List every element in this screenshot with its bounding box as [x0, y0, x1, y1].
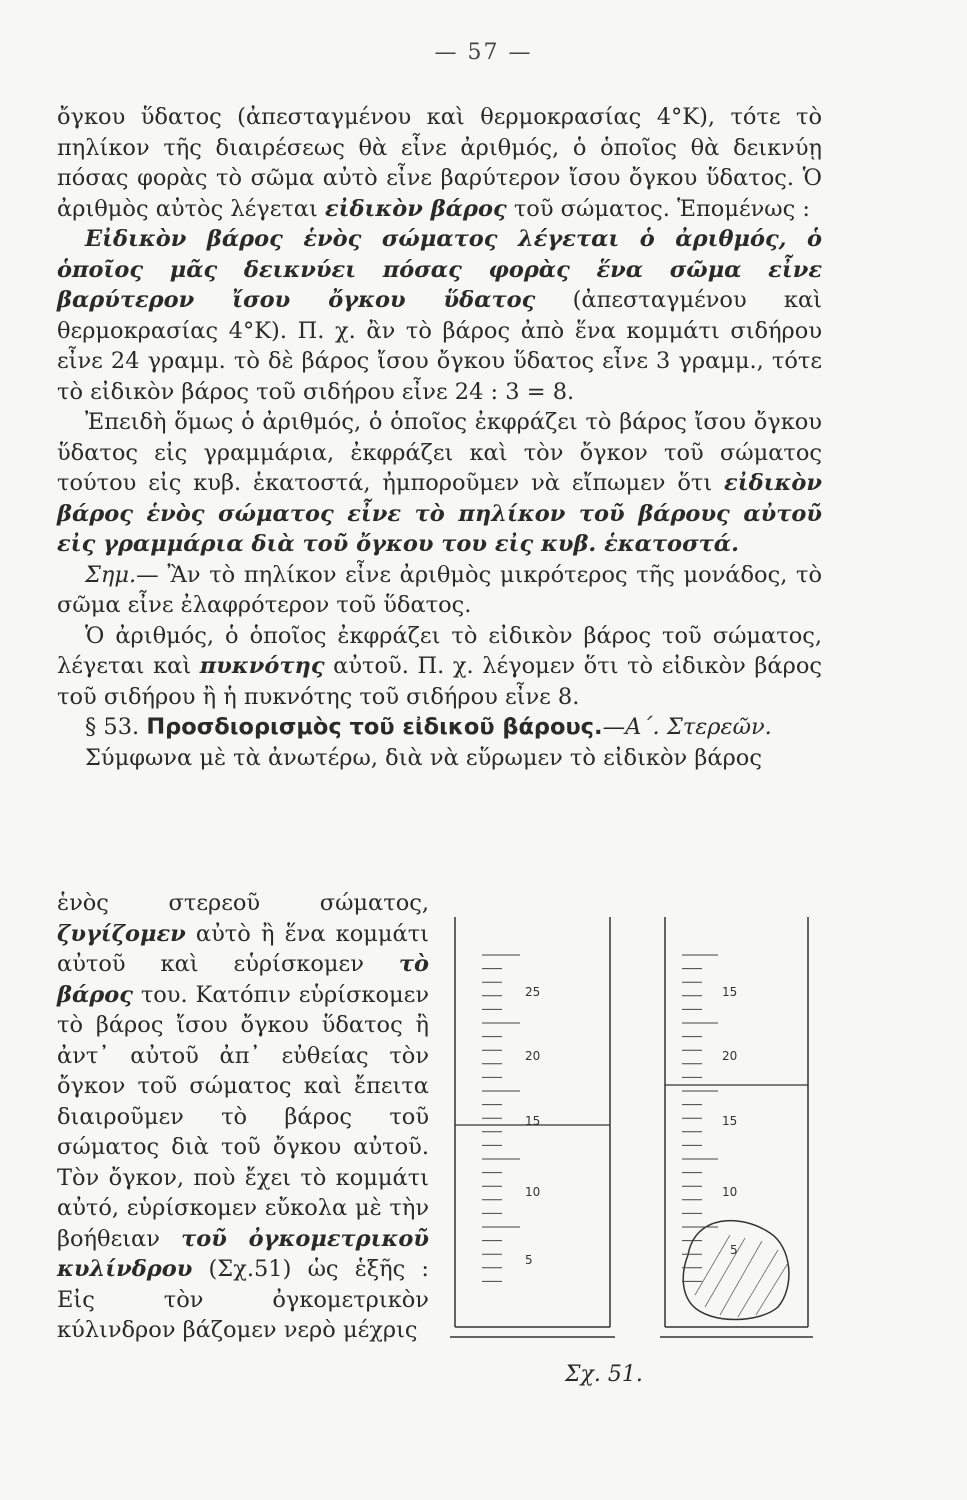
paragraph-1-text: ὄγκου ὕδατος (ἀπεσταγμένου καὶ θερμοκρασίας 4°Κ), τότε τὸ πηλίκον τῆς διαιρέσεως θὰ εἶνε ἀριθμός, ὁ ὁποῖος θὰ δεικνύῃ πόσας φορὰς τὸ σῶμα αὐτὸ εἶνε βαρύτερον ἴσου ὄγκου ὕδατος. Ὁ ἀριθμὸς αὐτὸς λέγεται — [57, 104, 822, 222]
paragraph-2-bold: εἰδικὸν βάρος ἑνὸς σώματος εἶνε τὸ πηλίκον τοῦ βάρους αὐτοῦ εἰς γραμμάρια διὰ τοῦ ὄγκου του εἰς κυβ. ἑκατοστά. — [57, 470, 822, 557]
narrow-text-3: του. Κατόπιν εὑρίσκομεν τὸ βάρος ἴσου ὄγκου ὕδατος ἢ ἀντ᾽ αὐτοῦ ἀπ᾽ εὐθείας τὸν ὄγκον τοῦ σώματος καὶ ἔπειτα διαιροῦμεν τὸ βάρος τοῦ σώματος διὰ τοῦ ὄγκου αὐτοῦ. Τὸν ὄγκον, ποὺ ἔχει τὸ κομμάτι αὐτό, εὑρίσκομεν εὔκολα μὲ τὴν βοήθειαν — [57, 981, 429, 1252]
narrow-text-2: αὐτὸ ἢ ἕνα κομμάτι αὐτοῦ καὶ εὑρίσκομεν — [57, 920, 429, 977]
note-text: — Ἂν τὸ πηλίκον εἶνε ἀριθμὸς μικρότερος τῆς μονάδος, τὸ σῶμα εἶνε ἐλαφρότερον τοῦ ὕδατος. — [57, 561, 822, 618]
cylinders-illustration — [440, 895, 820, 1355]
left-label-5: 5 — [525, 1253, 533, 1267]
page-number: — 57 — — [434, 40, 533, 65]
section-subtitle: —Α΄. Στερεῶν. — [602, 714, 772, 740]
definition-bold: Εἰδικὸν βάρος ἑνὸς σώματος λέγεται ὁ ἀριθμός, ὁ ὁποῖος μᾶς δεικνύει πόσας φορὰς ἕνα σῶμα εἶνε βαρύτερον ἴσου ὄγκου ὕδατος — [57, 226, 822, 313]
paragraph-3-end: αὐτοῦ. Π. χ. λέγομεν ὅτι τὸ εἰδικὸν βάρος τοῦ σιδήρου ἢ ἡ πυκνότης τοῦ σιδήρου εἶνε 8. — [57, 653, 823, 710]
right-label-20: 20 — [722, 1049, 738, 1063]
paragraph-1 — [57, 102, 822, 224]
paragraph-3-text: Ὁ ἀριθμός, ὁ ὁποῖος ἐκφράζει τὸ εἰδικὸν βάρος τοῦ σώματος, λέγεται καὶ — [57, 622, 822, 679]
section-number: § 53. — [85, 714, 140, 740]
paragraph-2-text: Ἐπειδὴ ὅμως ὁ ἀριθμός, ὁ ὁποῖος ἐκφράζει τὸ βάρος ἴσου ὄγκου ὕδατος εἰς γραμμάρια, ἐκφράζει καὶ τὸν ὄγκον τοῦ σώματος τούτου εἰς κυβ. ἑκατοστά, ἠμποροῦμεν νὰ εἴπωμεν ὅτι — [57, 409, 822, 496]
left-cylinder-ticks — [482, 955, 520, 1281]
section-title: Προσδιορισμὸς τοῦ εἰδικοῦ βάρους. — [146, 714, 603, 740]
definition — [57, 224, 822, 407]
section-heading — [57, 712, 822, 743]
term-weigh: ζυγίζομεν — [57, 920, 186, 947]
narrow-text-1: ἑνὸς στερεοῦ σώματος, — [57, 890, 429, 916]
term-weight: τὸ βάρος — [57, 951, 429, 1008]
right-label-15: 15 — [722, 985, 738, 999]
paragraph-3 — [57, 621, 822, 713]
term-specific-weight: εἰδικὸν βάρος — [324, 195, 507, 222]
left-label-20: 20 — [525, 1049, 541, 1063]
figure-graduated-cylinders — [440, 895, 820, 1395]
narrow-paragraph — [57, 888, 429, 1346]
stone-hatching — [695, 1235, 788, 1317]
right-label-10: 10 — [722, 1185, 738, 1199]
note-label: Σημ. — [85, 561, 137, 588]
narrow-text-4: (Σχ.51) ὡς ἑξῆς : Εἰς τὸν ὀγκομετρικὸν κύλινδρον βάζομεν νερὸ μέχρις — [57, 1256, 429, 1343]
term-cylinder: τοῦ ὀγκομετρικοῦ κυλίνδρου — [57, 1225, 429, 1282]
paragraph-1-end: τοῦ σώματος. Ἑπομένως : — [506, 195, 810, 222]
right-label-15b: 15 — [722, 1114, 738, 1128]
left-label-15: 15 — [525, 1114, 541, 1128]
section-first-line: Σύμφωνα μὲ τὰ ἀνωτέρω, διὰ νὰ εὕρωμεν τὸ εἰδικὸν βάρος — [85, 744, 762, 771]
definition-rest: (ἀπεσταγμένου καὶ θερμοκρασίας 4°Κ). Π. χ. ἂν τὸ βάρος ἀπὸ ἕνα κομμάτι σιδήρου εἶνε 24 γραμμ. τὸ δὲ βάρος ἴσου ὄγκου ὕδατος εἶνε 3 γραμμ., τότε τὸ εἰδικὸν βάρος τοῦ σιδήρου εἶνε 24 : 3 = 8. — [57, 287, 823, 405]
left-label-25: 25 — [525, 985, 541, 999]
main-text — [57, 102, 822, 773]
left-label-10: 10 — [525, 1185, 541, 1199]
note — [57, 560, 822, 621]
right-label-5: 5 — [730, 1243, 738, 1257]
paragraph-2 — [57, 407, 822, 560]
figure-caption: Σχ. 51. — [565, 1362, 643, 1387]
stone-object — [683, 1221, 789, 1320]
term-density: πυκνότης — [199, 653, 325, 679]
narrow-text — [57, 888, 429, 1346]
